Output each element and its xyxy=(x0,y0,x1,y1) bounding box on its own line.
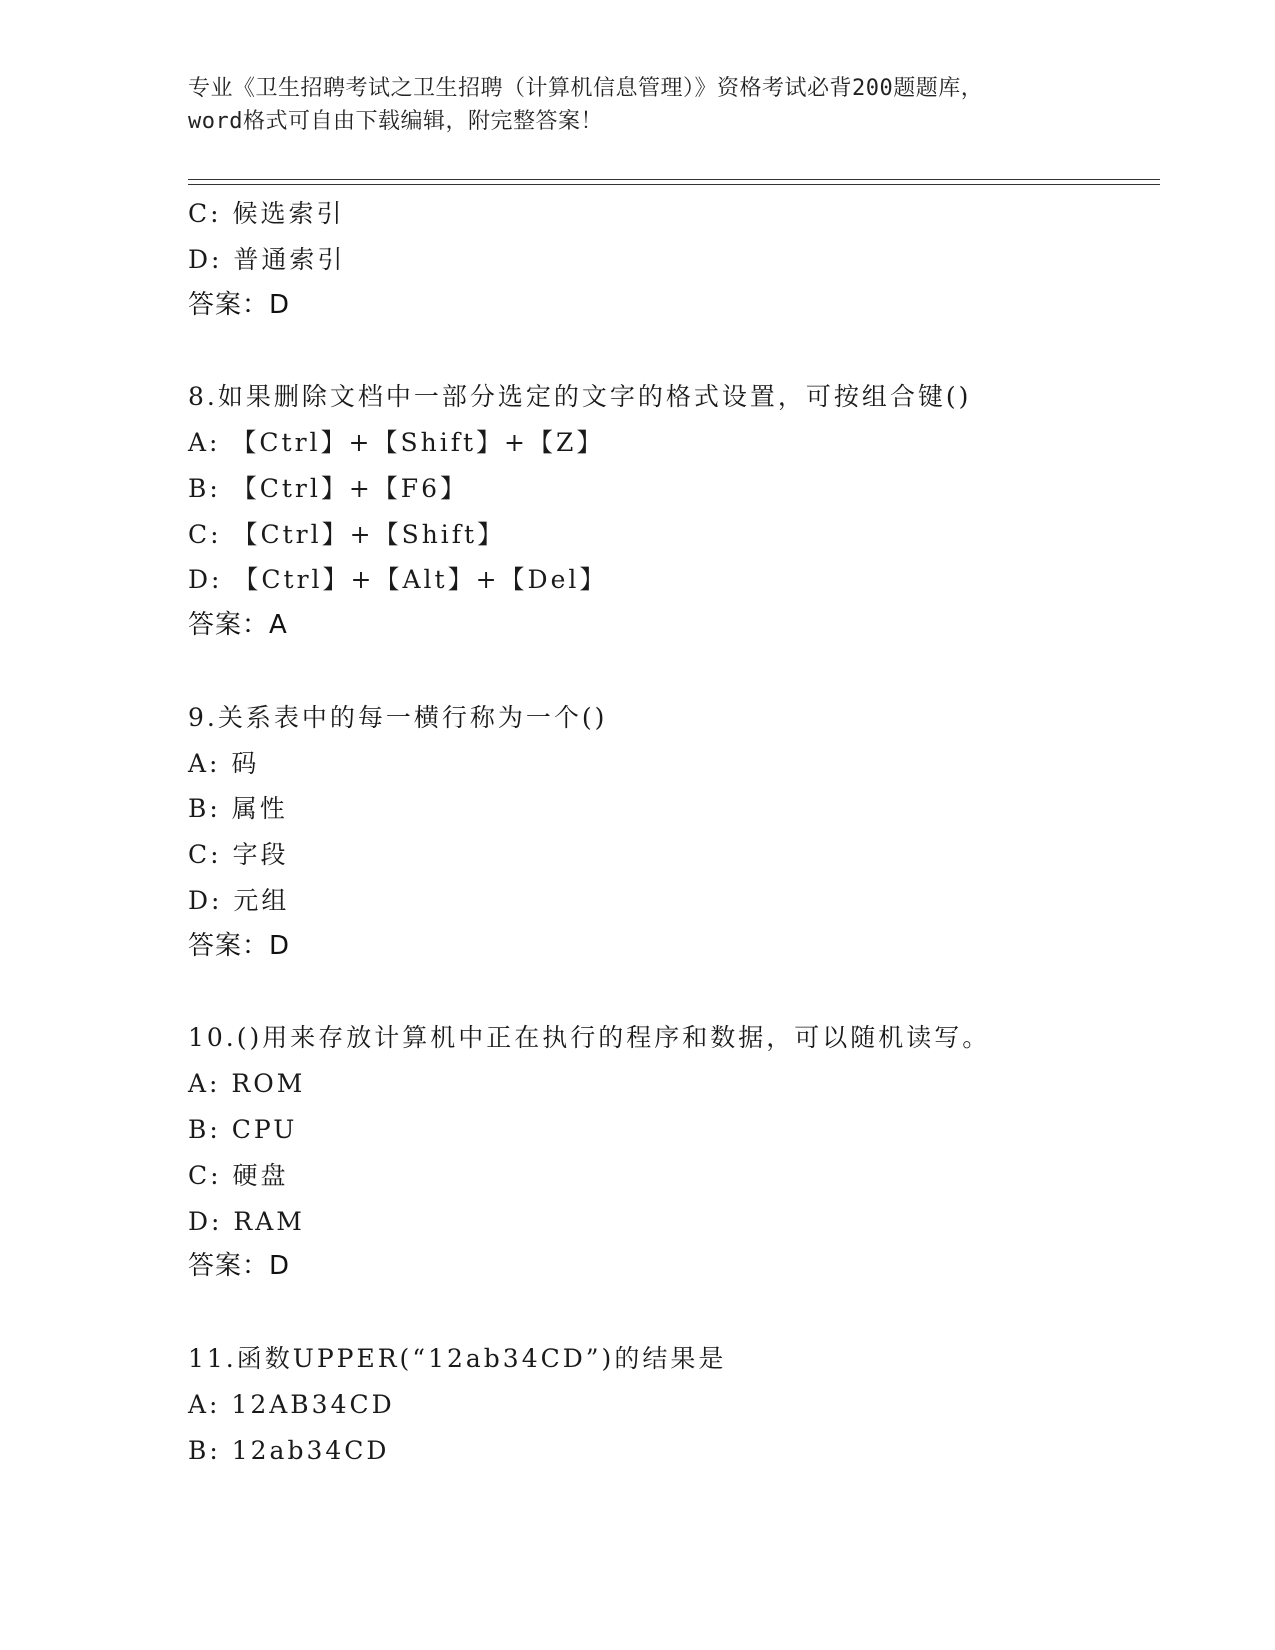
option-text: D: RAM xyxy=(188,1206,305,1236)
answer-text: 答案：D xyxy=(188,289,291,320)
spacer xyxy=(188,1290,1148,1336)
option-text: B: 属性 xyxy=(188,794,288,824)
option-text: D: 普通索引 xyxy=(188,244,346,274)
question-text: 11.函数UPPER(“12ab34CD”)的结果是 xyxy=(188,1343,727,1373)
question-text: 10.()用来存放计算机中正在执行的程序和数据，可以随机读写。 xyxy=(188,1023,991,1053)
header-title-line-2: word格式可自由下载编辑，附完整答案！ xyxy=(188,109,603,134)
option-text: B: CPU xyxy=(188,1114,298,1144)
option-text: C: 硬盘 xyxy=(188,1160,289,1190)
option-text: A: 12AB34CD xyxy=(188,1389,395,1419)
answer-text: 答案：D xyxy=(188,930,291,961)
spacer xyxy=(188,328,1148,374)
option-text: B: 【Ctrl】+【F6】 xyxy=(188,473,469,503)
header-divider-bottom xyxy=(188,184,1160,185)
option-text: C: 候选索引 xyxy=(188,199,345,228)
option-text: A: 【Ctrl】+【Shift】+【Z】 xyxy=(188,427,605,457)
option-text: D: 元组 xyxy=(188,885,290,915)
option-text: C: 字段 xyxy=(188,840,289,870)
question-list xyxy=(188,191,1148,1473)
option-text: A: ROM xyxy=(188,1069,306,1099)
question-text: 8.如果删除文档中一部分选定的文字的格式设置，可按组合键() xyxy=(188,382,972,412)
option-text: B: 12ab34CD xyxy=(188,1435,390,1465)
option-text: C: 【Ctrl】+【Shift】 xyxy=(188,519,506,549)
answer-text: 答案：A xyxy=(188,610,288,641)
header-title-line-1: 专业《卫生招聘考试之卫生招聘（计算机信息管理）》资格考试必背200题题库， xyxy=(188,76,984,101)
spacer xyxy=(188,649,1148,695)
header-divider-top xyxy=(188,179,1160,180)
answer-text: 答案：D xyxy=(188,1251,291,1282)
document-header xyxy=(188,72,1088,138)
spacer xyxy=(188,970,1148,1016)
option-text: D: 【Ctrl】+【Alt】+【Del】 xyxy=(188,565,608,595)
question-text: 9.关系表中的每一横行称为一个() xyxy=(188,702,608,732)
option-text: A: 码 xyxy=(188,748,260,778)
